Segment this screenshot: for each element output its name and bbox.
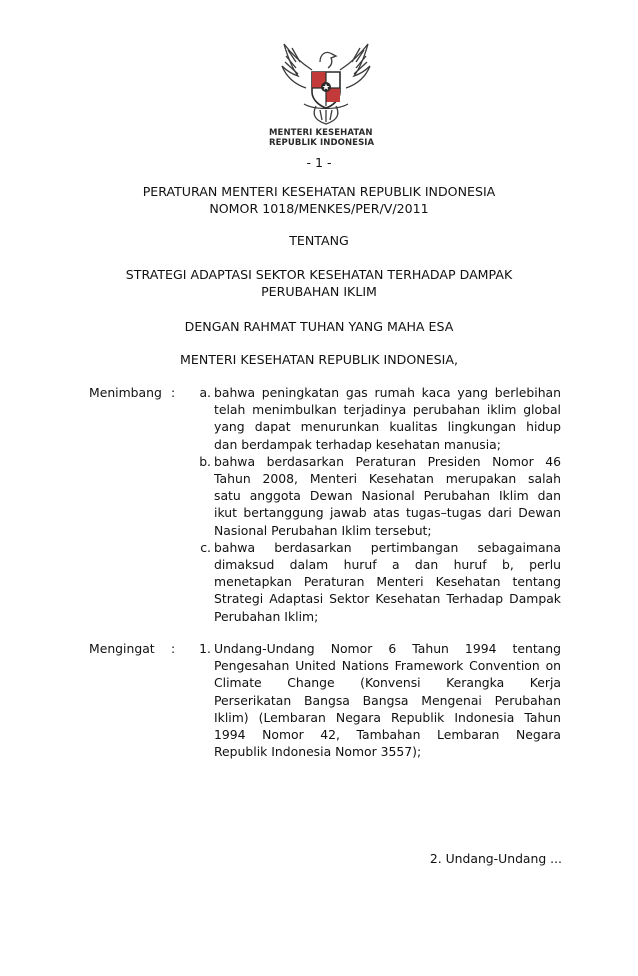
text-line: Iklim) (Lembaran Negara Republik Indonesia Tahun — [214, 709, 561, 725]
subject-line-2: PERUBAHAN IKLIM — [261, 284, 377, 299]
menimbang-item-a — [89, 384, 561, 453]
mengingat-label: Mengingat — [89, 641, 155, 656]
text-line: Tahun 2008, Menteri Kesehatan merupakan salah — [214, 471, 561, 487]
text-line: bahwa berdasarkan pertimbangan sebagaimana — [214, 539, 561, 555]
item-marker: a. — [199, 385, 211, 400]
mengingat-section — [89, 640, 561, 760]
text-line: Perubahan Iklim; — [214, 608, 319, 624]
text-line: menetapkan Peraturan Menteri Kesehatan tentang — [214, 574, 561, 590]
text-line: 1994 Nomor 42, Tambahan Lembaran Negara — [214, 727, 561, 743]
text-line: dimaksud dalam huruf a dan huruf b, perlu — [214, 557, 561, 573]
mengingat-item-1 — [89, 640, 561, 760]
mengingat-colon: : — [171, 641, 176, 656]
text-line: dan berdampak terhadap kesehatan manusia; — [214, 436, 501, 452]
menimbang-colon: : — [171, 385, 176, 400]
text-line: telah menimbulkan terjadinya perubahan iklim global — [214, 402, 561, 418]
item-marker: 1. — [199, 641, 211, 656]
emblem-caption-line-2: REPUBLIK INDONESIA — [269, 138, 375, 148]
page-continuation: 2. Undang-Undang ... — [429, 851, 562, 866]
text-line: Republik Indonesia Nomor 3557); — [214, 744, 422, 760]
about-heading: TENTANG — [289, 233, 349, 248]
text-line: ikut bertanggung jawab atas tugas–tugas dari Dewan — [214, 505, 561, 521]
text-line: Strategi Adaptasi Sektor Kesehatan Terhadap Dampak — [214, 591, 561, 607]
invocation: DENGAN RAHMAT TUHAN YANG MAHA ESA — [184, 319, 454, 334]
text-line: Perserikatan Bangsa Bangsa Mengenai Perubahan — [214, 692, 561, 708]
garuda-pancasila-emblem-icon — [276, 40, 376, 130]
text-line: Pengesahan United Nations Framework Convention on — [214, 658, 561, 674]
item-text — [214, 539, 561, 625]
text-line: satu anggota Dewan Nasional Perubahan Iklim dan — [214, 488, 561, 504]
emblem-caption — [269, 128, 379, 148]
text-line: Undang-Undang Nomor 6 Tahun 1994 tentang — [214, 641, 561, 656]
item-marker: b. — [199, 453, 211, 469]
issuer-line: MENTERI KESEHATAN REPUBLIK INDONESIA, — [180, 352, 458, 367]
menimbang-item-b — [89, 453, 561, 539]
item-text — [214, 384, 561, 453]
text-line: Climate Change (Konvensi Kerangka Kerja — [214, 675, 561, 691]
text-line: yang dapat menurunkan kualitas lingkungan hidup — [214, 419, 561, 435]
page-number: - 1 - — [306, 155, 332, 170]
regulation-number: NOMOR 1018/MENKES/PER/V/2011 — [209, 201, 429, 216]
text-line: bahwa peningkatan gas rumah kaca yang berlebihan — [214, 385, 561, 400]
regulation-title: PERATURAN MENTERI KESEHATAN REPUBLIK INDONESIA — [142, 184, 496, 199]
menimbang-item-c — [89, 539, 561, 625]
emblem-caption-line-1: MENTERI KESEHATAN — [269, 128, 373, 138]
item-text — [214, 453, 561, 539]
item-marker: c. — [200, 539, 211, 555]
menimbang-label: Menimbang — [89, 385, 162, 400]
menimbang-section — [89, 384, 561, 625]
item-text — [214, 640, 561, 760]
text-line: Nasional Perubahan Iklim tersebut; — [214, 522, 432, 538]
text-line: bahwa berdasarkan Peraturan Presiden Nomor 46 — [214, 453, 561, 469]
subject-line-1: STRATEGI ADAPTASI SEKTOR KESEHATAN TERHADAP DAMPAK — [125, 267, 513, 282]
